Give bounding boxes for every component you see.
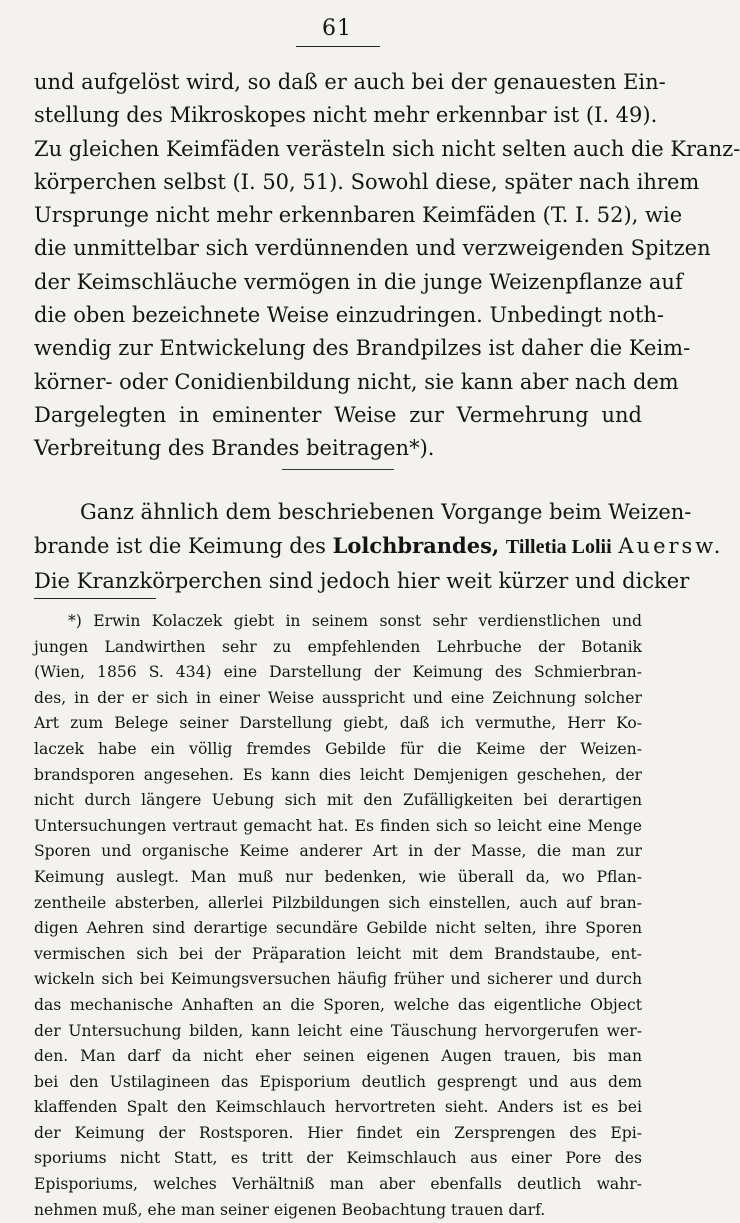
footnote-line: der Keimung der Rostsporen. Hier findet ein Zersprengen des Epi- bbox=[34, 1123, 642, 1142]
paragraph-1-line: körperchen selbst (I. 50, 51). Sowohl diese, später nach ihrem bbox=[34, 169, 700, 194]
page-number: 61 bbox=[322, 16, 352, 41]
latin-species-name: Tilletia Lolii bbox=[505, 536, 612, 559]
footnote-line: sporiums nicht Statt, es tritt der Keimschlauch aus einer Pore des bbox=[34, 1149, 642, 1168]
footnote-line: Keimung auslegt. Man muß nur bedenken, wie überall da, wo Pflan- bbox=[34, 867, 642, 886]
footnote-line: brandsporen angesehen. Es kann dies leicht Demjenigen geschehen, der bbox=[34, 765, 642, 784]
footnote-line: bei den Ustilagineen das Episporium deutlich gesprengt und aus dem bbox=[34, 1072, 642, 1091]
paragraph-2-line-2 bbox=[34, 529, 724, 564]
paragraph-1-line: Verbreitung des Brandes beitragen*). bbox=[34, 436, 435, 461]
paragraph-1-line: der Keimschläuche vermögen in die junge Weizenpflanze auf bbox=[34, 269, 683, 294]
footnote-line: Untersuchungen vertraut gemacht hat. Es finden sich so leicht eine Menge bbox=[34, 816, 642, 835]
footnote-line: (Wien, 1856 S. 434) eine Darstellung der Keimung des Schmierbran- bbox=[34, 663, 642, 682]
paragraph-1-line: Dargelegten in eminenter Weise zur Vermehrung und bbox=[34, 402, 642, 427]
footnote-line: *) Erwin Kolaczek giebt in seinem sonst sehr verdienstlichen und bbox=[68, 612, 642, 630]
footnote-line: laczek habe ein völlig fremdes Gebilde für die Keime der Weizen- bbox=[34, 739, 642, 758]
footnote-line: nehmen muß, ehe man seiner eigenen Beobachtung trauen darf. bbox=[34, 1200, 546, 1219]
lolchbrand-term: Lolchbrandes, bbox=[332, 533, 500, 559]
paragraph-2-line-2-text: brande ist die Keimung des bbox=[34, 534, 333, 559]
paragraph-1-line: Zu gleichen Keimfäden verästeln sich nicht selten auch die Kranz- bbox=[34, 136, 740, 161]
footnote-line: das mechanische Anhaften an die Sporen, welche das eigentliche Object bbox=[34, 995, 642, 1014]
paragraph-1-line: stellung des Mikroskopes nicht mehr erkennbar ist (I. 49). bbox=[34, 103, 658, 128]
footnote-rule bbox=[34, 598, 156, 599]
footnote-line: nicht durch längere Uebung sich mit den Zufälligkeiten bei derartigen bbox=[34, 791, 642, 810]
paragraph-1-line: und aufgelöst wird, so daß er auch bei der genauesten Ein- bbox=[34, 70, 666, 94]
paragraph-2 bbox=[34, 496, 724, 598]
paragraph-1-line: körner- oder Conidienbildung nicht, sie kann aber nach dem bbox=[34, 369, 679, 394]
footnote bbox=[34, 609, 642, 1223]
paragraph-2-line-1: Ganz ähnlich dem beschriebenen Vorgange beim Weizen- bbox=[80, 500, 692, 524]
footnote-line: klaffenden Spalt den Keimschlauch hervortreten sieht. Anders ist es bei bbox=[34, 1098, 642, 1117]
footnote-line: jungen Landwirthen sehr zu empfehlenden Lehrbuche der Botanik bbox=[34, 637, 642, 656]
paragraph-1 bbox=[34, 66, 740, 466]
paragraph-1-line: Ursprunge nicht mehr erkennbaren Keimfäden (T. I. 52), wie bbox=[34, 203, 683, 228]
footnote-line: den. Man darf da nicht eher seinen eigenen Augen trauen, bis man bbox=[34, 1047, 642, 1066]
section-divider bbox=[282, 469, 394, 470]
page-number-rule bbox=[296, 46, 380, 47]
paragraph-2-line-3: Die Kranzkörperchen sind jedoch hier weit kürzer und dicker bbox=[34, 568, 690, 593]
footnote-line: des, in der er sich in einer Weise ausspricht und eine Zeichnung solcher bbox=[34, 688, 642, 707]
paragraph-1-line: wendig zur Entwickelung des Brandpilzes ist daher die Keim- bbox=[34, 336, 691, 361]
species-author: Auersw. bbox=[618, 534, 724, 559]
paragraph-1-line: die oben bezeichnete Weise einzudringen. Unbedingt noth- bbox=[34, 303, 665, 328]
footnote-line: Art zum Belege seiner Darstellung giebt, daß ich vermuthe, Herr Ko- bbox=[34, 714, 642, 733]
footnote-line: Sporen und organische Keime anderer Art in der Masse, die man zur bbox=[34, 842, 642, 861]
footnote-line: zentheile absterben, allerlei Pilzbildungen sich einstellen, auch auf bran- bbox=[34, 893, 642, 912]
footnote-line: digen Aehren sind derartige secundäre Gebilde nicht selten, ihre Sporen bbox=[34, 919, 642, 938]
footnote-line: Episporiums, welches Verhältniß man aber ebenfalls deutlich wahr- bbox=[34, 1175, 642, 1194]
footnote-line: vermischen sich bei der Präparation leicht mit dem Brandstaube, ent- bbox=[34, 944, 642, 963]
paragraph-1-line: die unmittelbar sich verdünnenden und verzweigenden Spitzen bbox=[34, 236, 711, 261]
footnote-line: der Untersuchung bilden, kann leicht eine Täuschung hervorgerufen wer- bbox=[34, 1021, 642, 1040]
footnote-line: wickeln sich bei Keimungsversuchen häufig früher und sicherer und durch bbox=[34, 970, 642, 989]
